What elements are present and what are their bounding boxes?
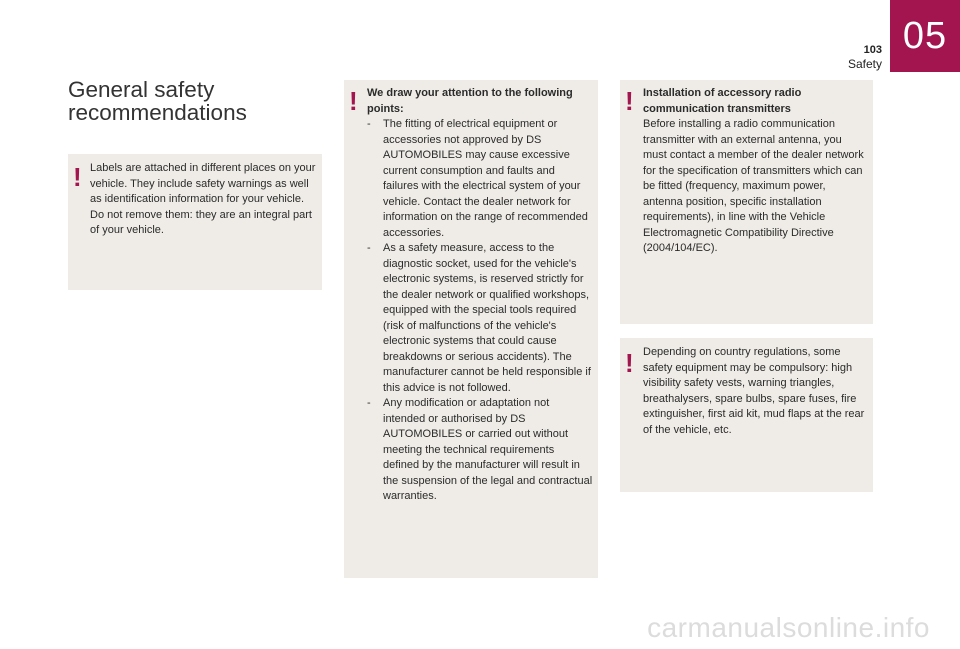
labels-note-text: Labels are attached in different places on your vehicle. They include safety warnings as well as identification information for your vehicle. Do not remove them: they are an integral part of your vehicle. bbox=[90, 162, 316, 236]
page-number: 103 bbox=[863, 44, 882, 56]
attention-points-heading: We draw your attention to the following points: bbox=[367, 87, 573, 115]
warning-icon: ! bbox=[73, 162, 82, 192]
radio-transmitters-content bbox=[643, 86, 867, 257]
radio-transmitters-text: Before installing a radio communication transmitter with an external antenna, you must contact a member of the dealer network for the specification of transmitters which can be fitted (frequency, maximum power, antenna position, specific installation requirements), in line with the Vehicle Electromagnetic Compatibility Directive (2004/104/EC). bbox=[643, 118, 864, 254]
warning-icon: ! bbox=[349, 86, 358, 116]
warning-icon: ! bbox=[625, 86, 634, 116]
list-dash: - bbox=[367, 118, 371, 130]
attention-points-content bbox=[367, 86, 593, 505]
watermark: carmanualsonline.info bbox=[647, 612, 930, 643]
warning-icon: ! bbox=[625, 348, 634, 378]
list-dash: - bbox=[367, 397, 371, 409]
list-item bbox=[367, 241, 593, 396]
radio-transmitters-heading: Installation of accessory radio communication transmitters bbox=[643, 87, 802, 115]
section-name: Safety bbox=[847, 57, 882, 71]
list-item bbox=[367, 117, 593, 241]
list-item bbox=[367, 396, 593, 505]
page-title: General safety recommendations bbox=[68, 77, 247, 125]
list-item-text: As a safety measure, access to the diagnostic socket, used for the vehicle's electronic systems, is reserved strictly for the dealer network or qualified workshops, equipped with the special tools required (risk of malfunctions of the vehicle's electronic systems that could cause breakdowns or serious accidents). The manufacturer cannot be held responsible if this advice is not followed. bbox=[383, 242, 591, 394]
safety-equipment-text: Depending on country regulations, some safety equipment may be compulsory: high visibility safety vests, warning triangles, breathalysers, spare bulbs, spare fuses, fire extinguisher, first aid kit, mud flaps at the rear of the vehicle, etc. bbox=[643, 346, 865, 436]
list-item-text: The fitting of electrical equipment or accessories not approved by DS AUTOMOBILES may cause excessive current consumption and faults and failures with the electrical system of your vehicle. Contact the dealer network for information on the range of recommended accessories. bbox=[383, 118, 588, 239]
list-item-text: Any modification or adaptation not intended or authorised by DS AUTOMOBILES or carried out without meeting the technical requirements defined by the manufacturer will result in the suspension of the legal and contractual warranties. bbox=[383, 397, 593, 502]
chapter-tab: 05 bbox=[890, 0, 960, 72]
list-dash: - bbox=[367, 242, 371, 254]
